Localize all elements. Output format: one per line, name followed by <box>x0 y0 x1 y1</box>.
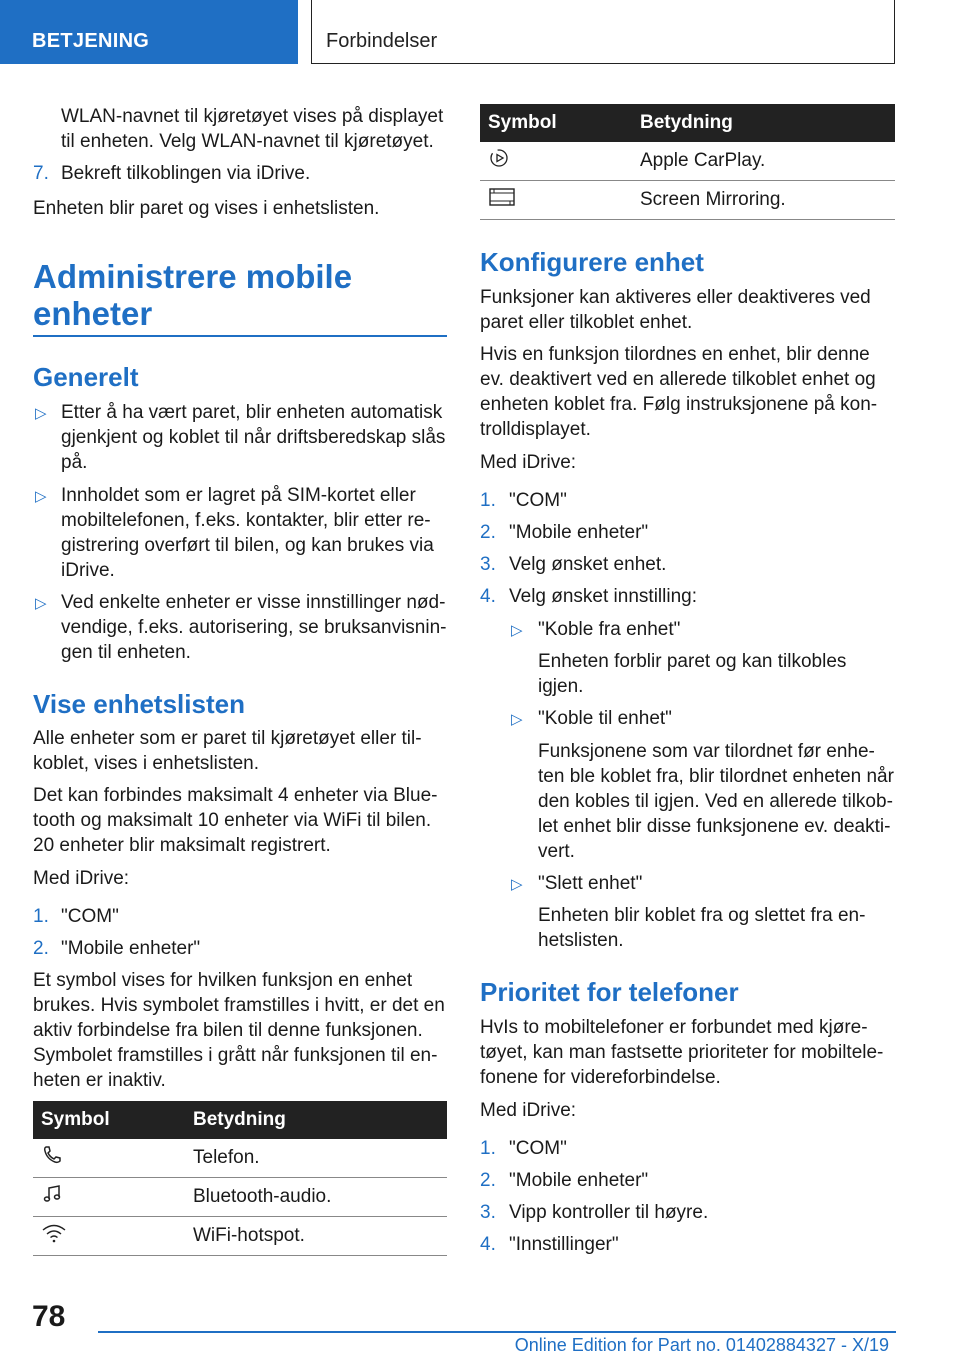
step-text: Bekreft tilkoblingen via iDrive. <box>61 163 311 184</box>
step-number: 4. <box>480 586 496 607</box>
option-description: Enheten blir koblet fra og slettet fra en- hetslisten. <box>538 905 866 951</box>
paragraph: Det kan forbindes maksimalt 4 enheter via Blue- tooth og maksimalt 10 enheter via WiFi til bilen. 20 enheter blir maksimalt registrert. <box>33 785 438 856</box>
subheading-priority: Prioritet for telefoner <box>480 977 739 1007</box>
wifi-icon <box>41 1228 67 1249</box>
option-title: "Koble fra enhet" <box>538 619 681 640</box>
step-number: 3. <box>480 554 496 575</box>
bullet-item: Etter å ha vært paret, blir enheten automatisk gjenkjent og koblet til når driftsberedskap slås på. <box>61 402 446 473</box>
screen-mirroring-icon <box>488 192 516 213</box>
step-number: 2. <box>480 1170 496 1191</box>
paragraph: Et symbol vises for hvilken funksjon en enhet brukes. Hvis symbolet framstilles i hvitt, er det en aktiv forbindelse fra bilen til denne funksjonen. Symbolet framstilles i grått når funksjonen til en- heten er inaktiv. <box>33 970 445 1091</box>
option-title: "Slett enhet" <box>538 873 643 894</box>
symbol-table <box>33 1101 447 1256</box>
paragraph: Hvis en funksjon tilordnes en enhet, blir denne ev. deaktivert ved en allerede tilkoblet enhet og enheten koblet fra. Følg instruksjonene på kon- trolldisplayet. <box>480 344 878 440</box>
step-text: "Mobile enheter" <box>509 1170 649 1191</box>
step-text: Velg ønsket enhet. <box>509 554 667 575</box>
heading-rule <box>33 335 447 337</box>
paragraph: Enheten blir paret og vises i enhetslisten. <box>33 198 380 219</box>
table-cell: Bluetooth-audio. <box>193 1178 447 1217</box>
bullet-triangle-icon: ▷ <box>35 405 47 422</box>
paragraph: Med iDrive: <box>480 1100 577 1121</box>
table-row <box>33 1217 447 1256</box>
step-text: "Mobile enheter" <box>509 522 649 543</box>
phone-icon <box>41 1150 63 1171</box>
subheading-general: Generelt <box>33 362 139 392</box>
table-cell: Telefon. <box>193 1139 447 1178</box>
footer-rule <box>98 1331 896 1333</box>
continued-text: WLAN-navnet til kjøretøyet vises på displayet til enheten. Velg WLAN-navnet til kjøretøyet. <box>61 106 444 152</box>
step-number: 1. <box>480 1138 496 1159</box>
step-text: "Innstillinger" <box>509 1234 619 1255</box>
section-tab <box>0 0 298 64</box>
table-row <box>480 142 895 181</box>
step-text: "COM" <box>509 490 567 511</box>
bullet-triangle-icon: ▷ <box>511 876 523 893</box>
table-row <box>480 181 895 220</box>
paragraph: Alle enheter som er paret til kjøretøyet eller til- koblet, vises i enhetslisten. <box>33 728 422 774</box>
subheading-configure: Konfigurere enhet <box>480 247 704 277</box>
step-number: 2. <box>33 938 49 959</box>
bullet-item: Innholdet som er lagret på SIM-kortet eller mobiltelefonen, f.eks. kontakter, blir etter re- gistrering overført til bilen, og kan brukes via iDrive. <box>61 485 434 581</box>
music-note-icon <box>41 1189 63 1210</box>
paragraph: Med iDrive: <box>480 452 577 473</box>
paragraph: HvIs to mobiltelefoner er forbundet med kjøre- tøyet, kan man fastsette prioriteter for mobiltele- fonene for videreforbindelse. <box>480 1017 884 1088</box>
step-number: 2. <box>480 522 496 543</box>
table-row <box>33 1178 447 1217</box>
bullet-triangle-icon: ▷ <box>511 622 523 639</box>
section-title: BETJENING <box>32 30 150 52</box>
bullet-triangle-icon: ▷ <box>35 488 47 505</box>
step-text: "Mobile enheter" <box>61 938 201 959</box>
step-number: 3. <box>480 1202 496 1223</box>
step-number: 1. <box>33 906 49 927</box>
table-cell: WiFi-hotspot. <box>193 1217 447 1256</box>
bullet-item: Ved enkelte enheter er visse innstillinger nød- vendige, f.eks. autorisering, se bruksanvisnin- gen til enheten. <box>61 592 447 663</box>
play-circle-icon <box>488 153 510 174</box>
table-row <box>33 1139 447 1178</box>
column-header: Symbol <box>480 104 640 142</box>
table-header-row <box>480 104 895 142</box>
step-text: Velg ønsket innstilling: <box>509 586 697 607</box>
subheading-device-list: Vise enhetslisten <box>33 689 245 719</box>
step-number: 4. <box>480 1234 496 1255</box>
footer-edition: Online Edition for Part no. 01402884327 - X/19 <box>514 1335 889 1355</box>
table-cell: Screen Mirroring. <box>640 181 895 220</box>
step-text: "COM" <box>509 1138 567 1159</box>
column-header: Betydning <box>640 104 895 142</box>
page-number: 78 <box>32 1300 66 1333</box>
column-header: Betydning <box>193 1101 447 1139</box>
bullet-triangle-icon: ▷ <box>511 711 523 728</box>
step-text: "COM" <box>61 906 119 927</box>
step-text: Vipp kontroller til høyre. <box>509 1202 709 1223</box>
option-title: "Koble til enhet" <box>538 708 672 729</box>
chapter-tab <box>311 0 895 64</box>
paragraph: Med iDrive: <box>33 868 130 889</box>
option-description: Funksjonene som var tilordnet før enhe- ten ble koblet fra, blir tilordnet enheten når den kobles til igjen. Ved en allerede tilkob- let enhet blir disse funksjonene ev. deakti- vert. <box>538 741 894 862</box>
bullet-triangle-icon: ▷ <box>35 595 47 612</box>
table-cell: Apple CarPlay. <box>640 142 895 181</box>
step-number: 1. <box>480 490 496 511</box>
symbol-table <box>480 104 895 220</box>
paragraph: Funksjoner kan aktiveres eller deaktiveres ved paret eller tilkoblet enhet. <box>480 287 871 333</box>
table-header-row <box>33 1101 447 1139</box>
chapter-title: Forbindelser <box>326 30 438 52</box>
column-header: Symbol <box>33 1101 193 1139</box>
option-description: Enheten forblir paret og kan tilkobles igjen. <box>538 651 847 697</box>
section-heading: Administrere mobile enheter <box>33 258 353 332</box>
step-number: 7. <box>33 163 49 184</box>
